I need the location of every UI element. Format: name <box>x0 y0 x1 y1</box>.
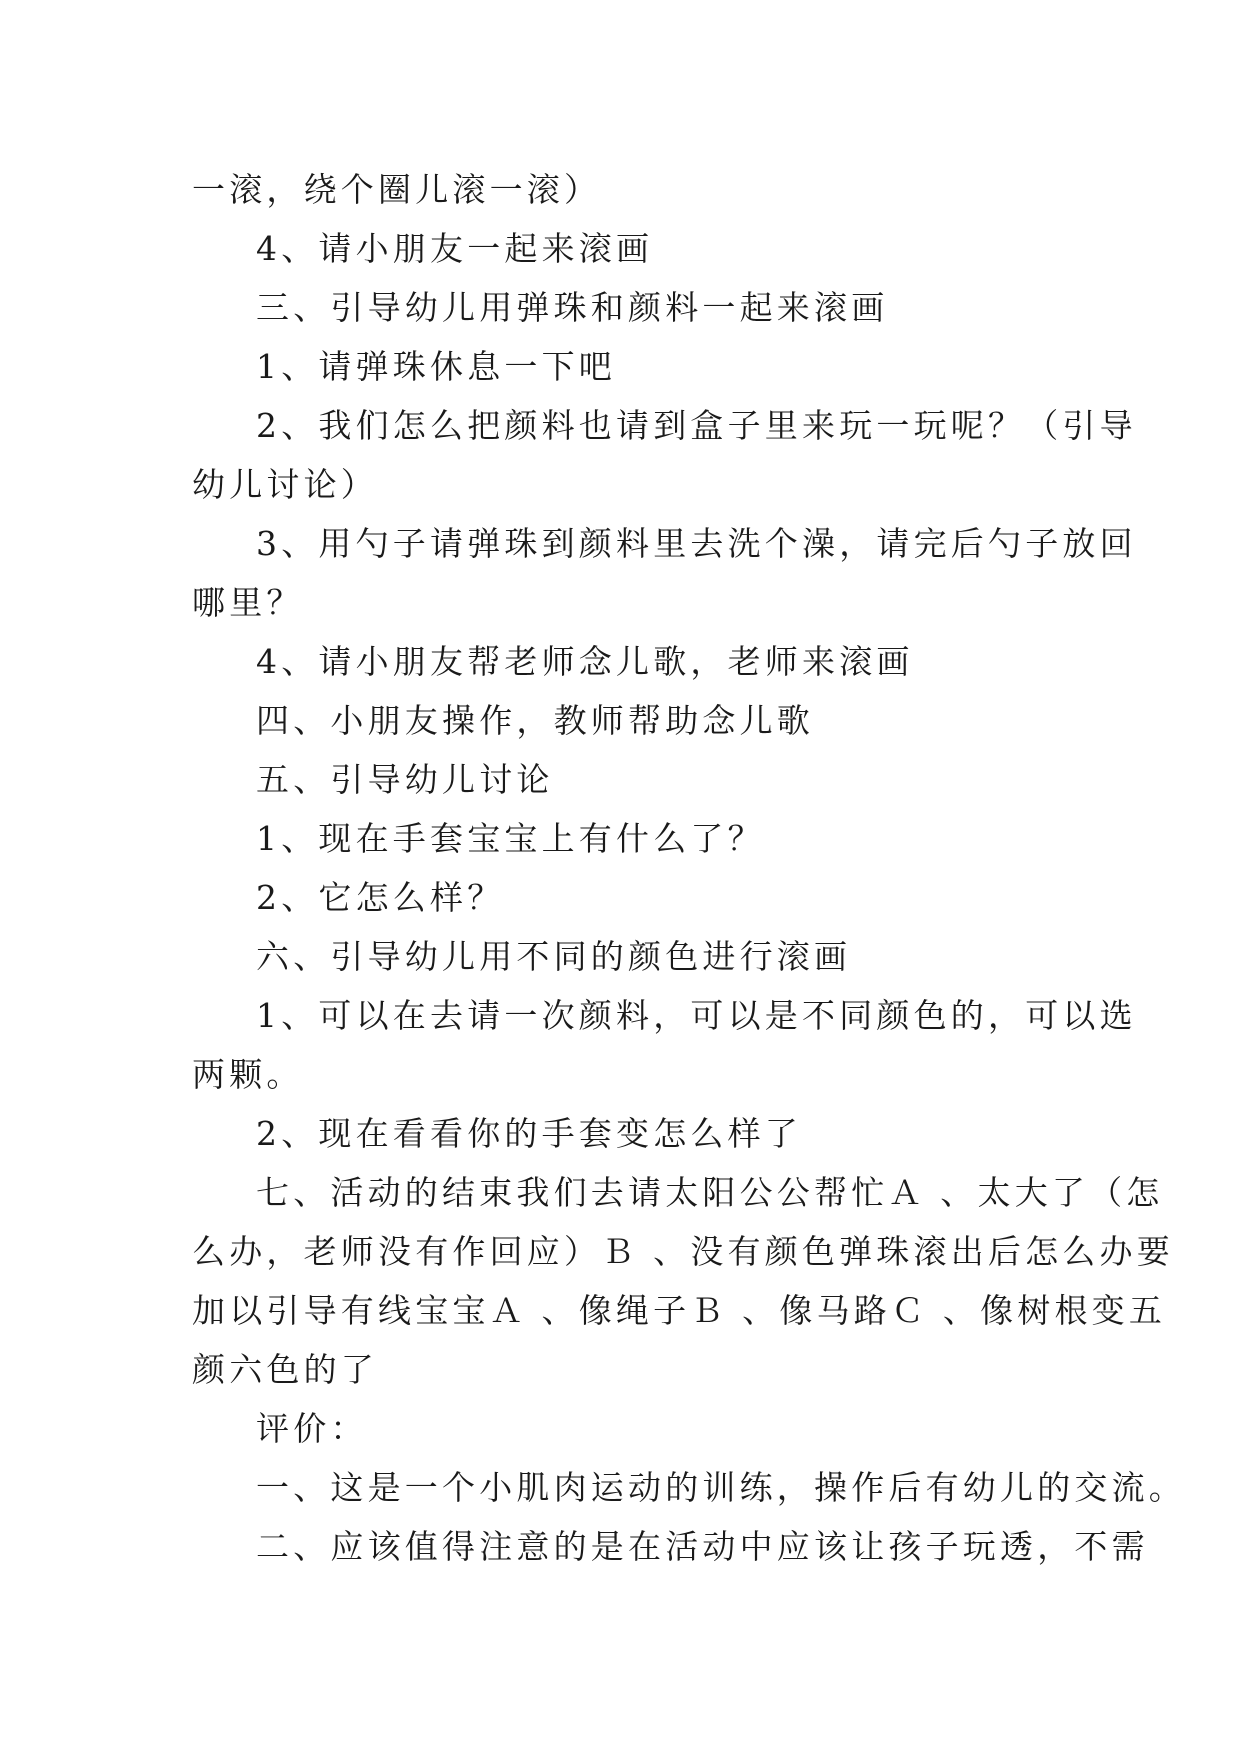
text-line: 哪里？ <box>192 583 304 622</box>
text-line: 1、请弹珠休息一下吧 <box>256 347 616 386</box>
text-line: 幼儿讨论） <box>192 465 378 504</box>
text-line: 么办，老师没有作回应）Ｂ 、没有颜色弹珠滚出后怎么办要 <box>192 1232 1174 1271</box>
section-heading: 七、活动的结束我们去请太阳公公帮忙Ａ 、太大了（怎 <box>256 1173 1164 1212</box>
text-line: 4、请小朋友一起来滚画 <box>256 229 654 268</box>
section-heading: 三、引导幼儿用弹珠和颜料一起来滚画 <box>256 288 889 327</box>
section-heading: 六、引导幼儿用不同的颜色进行滚画 <box>256 937 852 976</box>
text-line: 1、现在手套宝宝上有什么了？ <box>256 819 765 858</box>
section-heading: 四、小朋友操作，教师帮助念儿歌 <box>256 701 814 740</box>
text-line: 颜六色的了 <box>192 1350 378 1389</box>
text-line: 1、可以在去请一次颜料，可以是不同颜色的，可以选 <box>256 996 1137 1035</box>
section-heading: 五、引导幼儿讨论 <box>256 760 554 799</box>
text-line: 2、我们怎么把颜料也请到盒子里来玩一玩呢？（引导 <box>256 406 1137 445</box>
text-line: 加以引导有线宝宝Ａ 、像绳子Ｂ 、像马路Ｃ 、像树根变五 <box>192 1291 1167 1330</box>
text-line: 2、现在看看你的手套变怎么样了 <box>256 1114 802 1153</box>
text-line: 2、它怎么样？ <box>256 878 505 917</box>
document-body <box>192 160 1186 1576</box>
text-line: 二、应该值得注意的是在活动中应该让孩子玩透，不需 <box>256 1527 1149 1566</box>
text-line: 两颗。 <box>192 1055 304 1094</box>
text-line: 3、用勺子请弹珠到颜料里去洗个澡，请完后勺子放回 <box>256 524 1137 563</box>
evaluation-heading: 评价： <box>256 1409 368 1448</box>
text-line: 一、这是一个小肌肉运动的训练，操作后有幼儿的交流。 <box>256 1468 1186 1507</box>
text-line: 一滚，绕个圈儿滚一滚） <box>192 170 602 209</box>
text-line: 4、请小朋友帮老师念儿歌，老师来滚画 <box>256 642 914 681</box>
